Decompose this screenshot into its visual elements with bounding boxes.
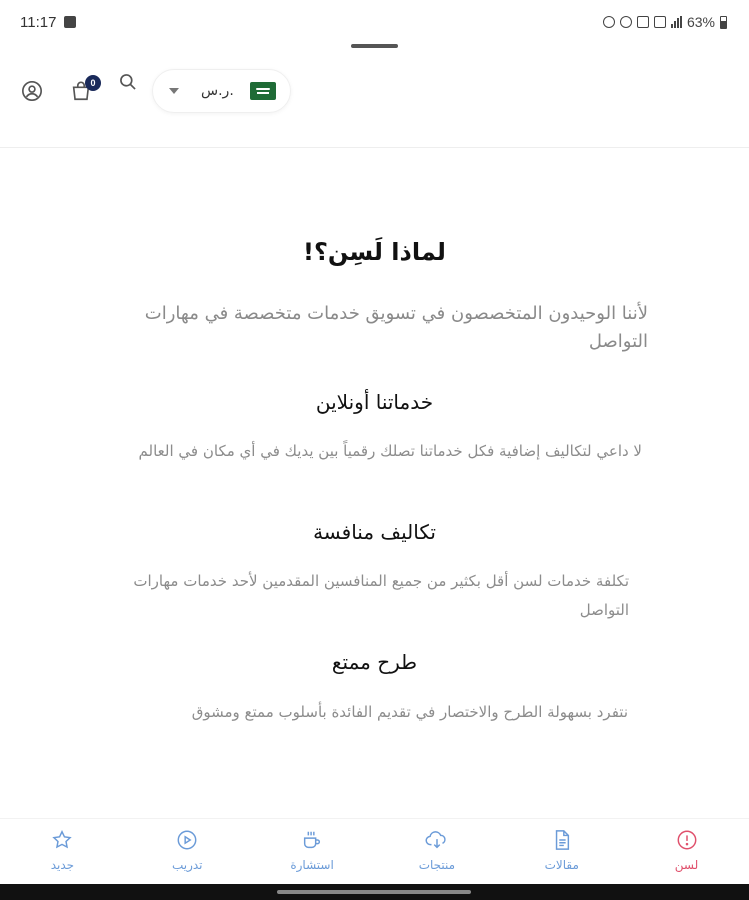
sheet-handle[interactable] bbox=[351, 44, 398, 48]
search-icon bbox=[118, 72, 138, 92]
nav-item-articles[interactable] bbox=[499, 819, 624, 882]
cloud-download-icon bbox=[425, 828, 449, 852]
chevron-down-icon bbox=[169, 88, 179, 94]
hotspot-icon bbox=[620, 16, 632, 28]
gallery-notification-icon bbox=[64, 16, 76, 28]
bottom-navigation bbox=[0, 818, 749, 882]
currency-label: ر.س. bbox=[201, 83, 234, 99]
wifi-call-icon bbox=[637, 16, 649, 28]
nav-item-consultation[interactable] bbox=[250, 819, 375, 882]
cart-button[interactable] bbox=[67, 77, 95, 105]
section-title-fun: طرح ممتع bbox=[331, 650, 418, 674]
page-title: لماذا لَسِن؟! bbox=[303, 238, 446, 266]
nav-label-articles: مقالات bbox=[544, 858, 579, 872]
signal-icon bbox=[671, 16, 682, 28]
coffee-icon bbox=[301, 828, 323, 852]
status-right bbox=[603, 14, 727, 30]
battery-percent: 63% bbox=[686, 14, 715, 30]
volte-icon bbox=[654, 16, 666, 28]
nav-label-new: جديد bbox=[50, 858, 75, 872]
app-header bbox=[0, 60, 749, 148]
play-icon bbox=[176, 828, 198, 852]
intro-text: لأننا الوحيدون المتخصصون في تسويق خدمات متخصصة في مهارات التواصل bbox=[144, 303, 648, 352]
document-icon bbox=[552, 828, 572, 852]
section-title-online: خدماتنا أونلاين bbox=[315, 390, 434, 414]
status-time: 11:17 bbox=[20, 13, 57, 31]
currency-selector[interactable] bbox=[152, 69, 291, 113]
nav-item-lasin[interactable] bbox=[624, 819, 749, 882]
nav-label-training: تدريب bbox=[171, 858, 203, 872]
home-indicator[interactable] bbox=[277, 890, 471, 894]
account-button[interactable] bbox=[20, 79, 44, 103]
status-bar bbox=[0, 0, 749, 44]
section-title-costs: تكاليف منافسة bbox=[313, 520, 436, 544]
alarm-icon bbox=[603, 16, 615, 28]
nav-label-products: منتجات bbox=[418, 858, 456, 872]
nav-item-products[interactable] bbox=[374, 819, 499, 882]
nav-label-lasin: لسن bbox=[674, 858, 699, 872]
star-icon bbox=[51, 828, 73, 852]
saudi-flag-icon bbox=[250, 82, 276, 100]
section-text-fun: نتفرد بسهولة الطرح والاختصار في تقديم الفائدة بأسلوب ممتع ومشوق bbox=[191, 703, 628, 721]
cart-count-badge: 0 bbox=[85, 75, 101, 91]
info-icon bbox=[676, 828, 698, 852]
user-icon bbox=[21, 80, 43, 102]
section-text-costs: تكلفة خدمات لسن أقل بكثير من جميع المنافسين المقدمين لأحد خدمات مهارات التواصل bbox=[133, 572, 629, 619]
battery-icon bbox=[720, 16, 727, 29]
nav-item-new[interactable] bbox=[0, 819, 125, 882]
nav-item-training[interactable] bbox=[125, 819, 250, 882]
status-left bbox=[20, 14, 76, 31]
search-button[interactable] bbox=[116, 70, 140, 94]
nav-label-consultation: استشارة bbox=[290, 858, 334, 872]
section-text-online: لا داعي لتكاليف إضافية فكل خدماتنا تصلك رقمياً بين يديك في أي مكان في العالم bbox=[138, 442, 642, 460]
